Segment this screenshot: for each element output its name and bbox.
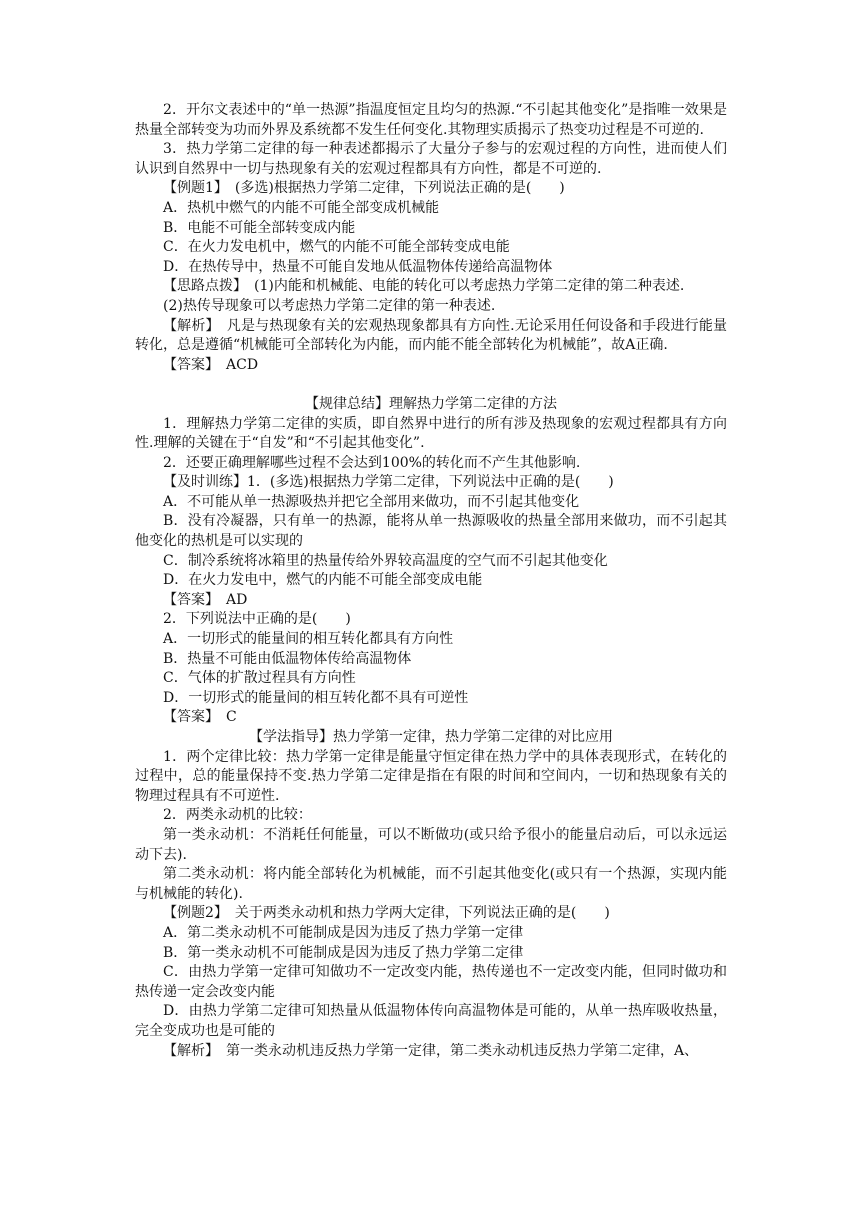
option: C．由热力学第一定律可知做功不一定改变内能，热传递也不一定改变内能，但同时做功和热传递一定会改变内能 xyxy=(135,964,727,1000)
option: B．没有冷凝器，只有单一的热源，能将从单一热源吸收的热量全部用来做功，而不引起其他变化的热机是可以实现的 xyxy=(135,513,727,550)
example-question: 【例题1】 (多选)根据热力学第二定律，下列说法正确的是( ) xyxy=(163,180,565,197)
option: B．电能不可能全部转变成内能 xyxy=(163,219,356,236)
paragraph: 2．两类永动机的比较： xyxy=(163,807,312,824)
option: A．第二类永动机不可能制成是因为违反了热力学第一定律 xyxy=(163,924,524,941)
document-body xyxy=(135,101,727,1061)
option: D．在热传导中，热量不可能自发地从低温物体传递给高温物体 xyxy=(163,258,553,275)
paragraph: 2．开尔文表述中的“单一热源”指温度恒定且均匀的热源.“不引起其他变化”是指唯一效果是热量全部转变为功而外界及系统都不发生任何变化.其物理实质揭示了热变功过程是不可逆的. xyxy=(135,102,727,138)
paragraph: 1．理解热力学第二定律的实质，即自然界中进行的所有涉及热现象的宏观过程都具有方向性.理解的关键在于“自发”和“不引起其他变化”. xyxy=(135,415,727,452)
section-heading: 【学法指导】热力学第一定律，热力学第二定律的对比应用 xyxy=(249,729,613,745)
option: D．在火力发电中，燃气的内能不可能全部变成电能 xyxy=(163,572,483,589)
paragraph: 第二类永动机：将内能全部转化为机械能，而不引起其他变化(或只有一个热源，实现内能与机械能的转化). xyxy=(135,866,727,902)
analysis: 【解析】 第一类永动机违反热力学第一定律，第二类永动机违反热力学第二定律，A、 xyxy=(163,1042,699,1059)
analysis: 【解析】 凡是与热现象有关的宏观热现象都具有方向性.无论采用任何设备和手段进行能量转化，总是遵循“机械能可全部转化为内能，而内能不能全部转化为机械能”，故A正确. xyxy=(135,317,727,354)
option: B．热量不可能由低温物体传给高温物体 xyxy=(163,650,412,667)
paragraph: 3．热力学第二定律的每一种表述都揭示了大量分子参与的宏观过程的方向性，进而使人们认识到自然界中一切与热现象有关的宏观过程都具有方向性，都是不可逆的. xyxy=(135,141,727,177)
answer: 【答案】 ACD xyxy=(163,356,259,373)
section-heading: 【规律总结】理解热力学第二定律的方法 xyxy=(305,395,557,412)
answer: 【答案】 C xyxy=(163,709,237,726)
answer: 【答案】 AD xyxy=(163,591,248,608)
option: A．热机中燃气的内能不可能全部变成机械能 xyxy=(163,199,440,216)
option: C．气体的扩散过程具有方向性 xyxy=(163,670,356,687)
example-question: 【例题2】 关于两类永动机和热力学两大定律，下列说法正确的是( ) xyxy=(163,905,610,922)
paragraph: 1．两个定律比较：热力学第一定律是能量守恒定律在热力学中的具体表现形式，在转化的过程中，总的能量保持不变.热力学第二定律是指在有限的时间和空间内，一切和热现象有关的物理过程具有不可逆性. xyxy=(135,748,727,804)
spacer xyxy=(135,375,727,395)
option: A．不可能从单一热源吸热并把它全部用来做功，而不引起其他变化 xyxy=(163,493,580,510)
paragraph: 第一类永动机：不消耗任何能量，可以不断做功(或只给予很小的能量启动后，可以永远运动下去). xyxy=(135,826,727,863)
hint: 【思路点拨】 (1)内能和机械能、电能的转化可以考虑热力学第二定律的第二种表述. xyxy=(163,278,685,295)
option: A．一切形式的能量间的相互转化都具有方向性 xyxy=(163,631,454,648)
hint: (2)热传导现象可以考虑热力学第二定律的第一种表述. xyxy=(163,297,496,314)
option: B．第一类永动机不可能制成是因为违反了热力学第二定律 xyxy=(163,944,524,961)
exercise-question: 【及时训练】1．(多选)根据热力学第二定律，下列说法中正确的是( ) xyxy=(163,474,614,491)
exercise-question: 2．下列说法中正确的是( ) xyxy=(163,611,351,628)
option: C．制冷系统将冰箱里的热量传给外界较高温度的空气而不引起其他变化 xyxy=(163,552,608,569)
option: C．在火力发电机中，燃气的内能不可能全部转变成电能 xyxy=(163,239,510,256)
paragraph: 2．还要正确理解哪些过程不会达到100%的转化而不产生其他影响. xyxy=(163,454,581,471)
option: D．一切形式的能量间的相互转化都不具有可逆性 xyxy=(163,689,469,706)
option: D．由热力学第二定律可知热量从低温物体传向高温物体是可能的，从单一热库吸收热量，完全变成功也是可能的 xyxy=(135,1003,727,1039)
